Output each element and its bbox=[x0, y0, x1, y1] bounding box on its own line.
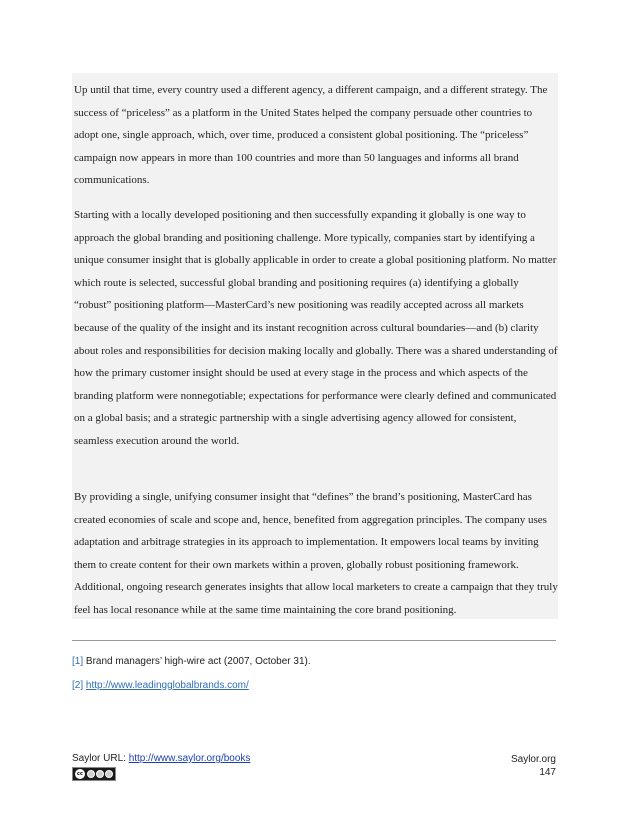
paragraph-2: Starting with a locally developed positioning and then successfully expanding it globally is one way to approach the global branding and positioning challenge. More typically, companies start by identifying a unique consumer insight that is globally applicable in order to create a global positioning platform. No matter which route is selected, successful global branding and positioning requires (a) identifying a globally “robust” positioning platform—MasterCard’s new positioning was readily accepted across all markets because of the quality of the insight and its instant recognition across cultural boundaries—and (b) clarity about roles and responsibilities for decision making locally and globally. There was a shared understanding of how the primary customer insight should be used at every stage in the process and which aspects of the branding platform were nonnegotiable; expectations for performance were clearly defined and communicated on a global basis; and a strategic partnership with a single advertising agency allowed for consistent, seamless execution around the world. bbox=[74, 209, 558, 447]
paragraph-3: By providing a single, unifying consumer insight that “defines” the brand’s positioning, MasterCard has created economies of scale and scope and, hence, benefited from aggregation principles. The company uses adaptation and arbitrage strategies in its approach to implementation. It empowers local teams by inviting them to create content for their own markets within a proven, globally robust positioning framework. Additional, ongoing research generates insights that allow local marketers to create a campaign that they truly feel has local resonance while at the same time maintaining the core brand positioning. bbox=[74, 491, 558, 616]
footnote-1-text: Brand managers’ high-wire act (2007, October 31). bbox=[85, 656, 311, 667]
footnote-2-marker[interactable]: [2] bbox=[72, 680, 84, 691]
footnote-1-marker[interactable]: [1] bbox=[72, 656, 84, 667]
footnote-1 bbox=[72, 656, 311, 667]
creative-commons-license-icon[interactable] bbox=[72, 767, 116, 781]
cc-icon: cc bbox=[75, 769, 85, 779]
sharealike-icon bbox=[105, 770, 113, 778]
page-number: 147 bbox=[539, 767, 556, 778]
footer-url-label: Saylor URL: bbox=[72, 753, 129, 764]
footer-site: Saylor.org bbox=[510, 754, 556, 765]
footnote-2-link[interactable]: http://www.leadingglobalbrands.com/ bbox=[85, 680, 249, 691]
footnote-separator bbox=[72, 640, 556, 641]
attribution-icon bbox=[87, 770, 95, 778]
footer-source bbox=[72, 753, 250, 764]
footer-url-link[interactable]: http://www.saylor.org/books bbox=[128, 753, 251, 764]
footnote-2 bbox=[72, 680, 249, 691]
footer-page-info bbox=[511, 753, 556, 779]
paragraph-1: Up until that time, every country used a different agency, a different campaign, and a different strategy. The success of “priceless” as a platform in the United States helped the company persuade other countries to adopt one, single approach, which, over time, produced a consistent global positioning. The “priceless” campaign now appears in more than 100 countries and more than 50 languages and informs all brand communications. bbox=[74, 84, 548, 187]
license-terms-icons bbox=[87, 770, 113, 778]
noncommercial-icon bbox=[96, 770, 104, 778]
